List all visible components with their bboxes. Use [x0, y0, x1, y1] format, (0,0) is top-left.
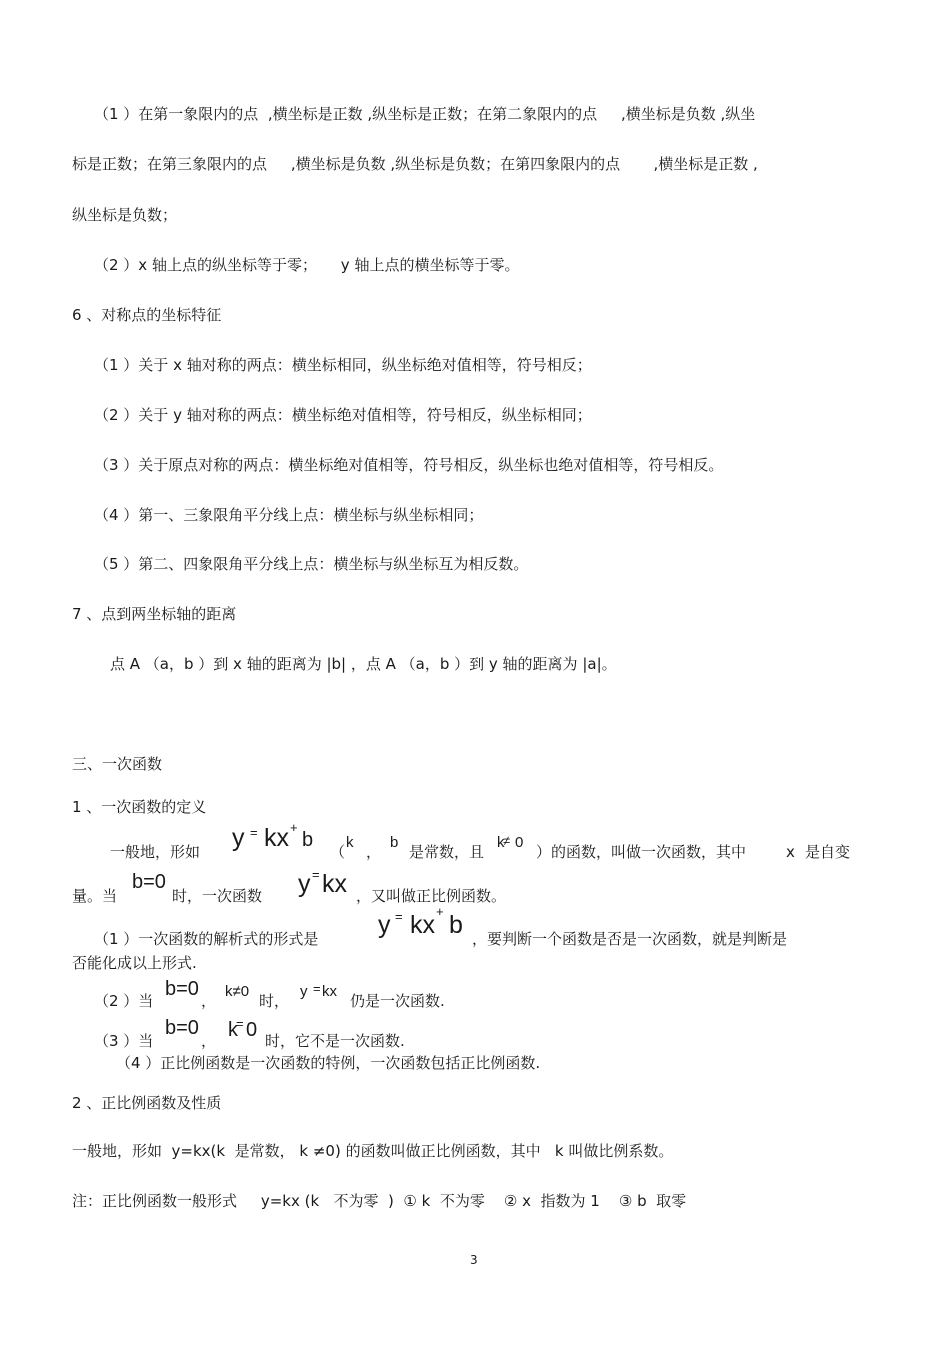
formula-zero: 0 [515, 834, 524, 851]
formula-k: k [228, 1019, 238, 1041]
formula-y: y [232, 824, 245, 852]
text-line: ， [366, 843, 382, 861]
section-heading: 6 、对称点的坐标特征 [72, 306, 222, 324]
text-line: 一般地，形如 y=kx(k 是常数， k ≠0) 的函数叫做正比例函数，其中 k 叫做比例系数。 [72, 1142, 674, 1160]
formula-kx: kx [264, 824, 289, 852]
formula-not-equal: ≠ [503, 833, 511, 848]
text-line: 仍是一次函数. [350, 992, 445, 1010]
formula-k: k [346, 834, 354, 851]
text-line: 时，一次函数 [172, 887, 263, 905]
text-line: 标是正数；在第三象限内的点 ,横坐标是负数 ,纵坐标是负数；在第四象限内的点 ,横坐标是正数 , [72, 155, 758, 173]
section-heading: 7 、点到两坐标轴的距离 [72, 605, 237, 623]
formula-kx: kx [322, 870, 347, 898]
formula-kx: kx [322, 983, 337, 1000]
formula-y: y [298, 870, 311, 898]
formula-b-equals-zero: b=0 [132, 871, 166, 893]
formula-y: y [300, 983, 308, 1000]
formula-plus: + [290, 820, 298, 835]
text-line: （2 ）当 [94, 992, 154, 1010]
formula-equals: = [250, 825, 258, 840]
formula-b-equals-zero: b=0 [165, 1017, 199, 1039]
text-line: 量。当 [72, 887, 118, 905]
formula-k-not-zero: k≠0 [225, 983, 250, 1000]
formula-equals: = [312, 867, 320, 882]
text-line: （5 ）第二、四象限角平分线上点：横坐标与纵坐标互为相反数。 [94, 555, 529, 573]
text-line: 纵坐标是负数； [72, 206, 178, 224]
text-line: 时，它不是一次函数. [265, 1032, 405, 1050]
text-line: ， [201, 1032, 217, 1050]
formula-equals: = [236, 1016, 244, 1031]
formula-k: k [497, 834, 505, 851]
text-line: （1 ）一次函数的解析式的形式是 [94, 930, 319, 948]
formula-b-equals-zero: b=0 [165, 978, 199, 1000]
text-line: （4 ）正比例函数是一次函数的特例，一次函数包括正比例函数. [116, 1054, 541, 1072]
formula-zero: 0 [246, 1019, 258, 1041]
text-line: 否能化成以上形式. [72, 954, 197, 972]
text-line: 注：正比例函数一般形式 y=kx (k 不为零 ) ① k 不为零 ② x 指数为 1 ③ b 取零 [72, 1192, 687, 1210]
formula-b: b [390, 834, 399, 851]
text-line: ）的函数，叫做一次函数，其中 [536, 843, 747, 861]
text-line: 点 A （a，b ）到 x 轴的距离为 |b| ，点 A （a，b ）到 y 轴的距离为 |a|。 [110, 655, 617, 673]
text-line: ，要判断一个函数是否是一次函数，就是判断是 [472, 930, 788, 948]
text-line: （4 ）第一、三象限角平分线上点：横坐标与纵坐标相同； [94, 506, 484, 524]
formula-plus: + [436, 904, 444, 919]
text-line: ， [201, 992, 217, 1010]
section-heading: 1 、一次函数的定义 [72, 798, 207, 816]
formula-b: b [449, 911, 463, 939]
formula-b: b [302, 829, 314, 851]
page-number: 3 [470, 1253, 478, 1267]
text-line: （1 ）关于 x 轴对称的两点：横坐标相同，纵坐标绝对值相等，符号相反； [94, 356, 592, 374]
text-line: （2 ）x 轴上点的纵坐标等于零； y 轴上点的横坐标等于零。 [94, 256, 520, 274]
formula-equals: = [395, 909, 403, 924]
text-line: （3 ）关于原点对称的两点：横坐标绝对值相等，符号相反，纵坐标也绝对值相等，符号相反。 [94, 456, 724, 474]
text-line: （3 ）当 [94, 1032, 154, 1050]
text-line: ，又叫做正比例函数。 [356, 887, 507, 905]
formula-equals: = [313, 981, 321, 996]
text-line: （1 ）在第一象限内的点 ,横坐标是正数 ,纵坐标是正数；在第二象限内的点 ,横坐标是负数 ,纵坐 [94, 105, 756, 123]
text-line: 是自变 [805, 843, 851, 861]
section-heading: 2 、正比例函数及性质 [72, 1094, 222, 1112]
chapter-heading: 三、一次函数 [72, 755, 163, 773]
text-line: x [786, 843, 795, 861]
text-line: 时， [259, 992, 290, 1010]
text-line: （2 ）关于 y 轴对称的两点：横坐标绝对值相等，符号相反，纵坐标相同； [94, 406, 592, 424]
formula-y: y [378, 911, 391, 939]
formula-kx: kx [410, 911, 435, 939]
text-line: 一般地，形如 [110, 843, 201, 861]
text-line: （ [330, 843, 346, 861]
text-line: 是常数，且 [409, 843, 485, 861]
